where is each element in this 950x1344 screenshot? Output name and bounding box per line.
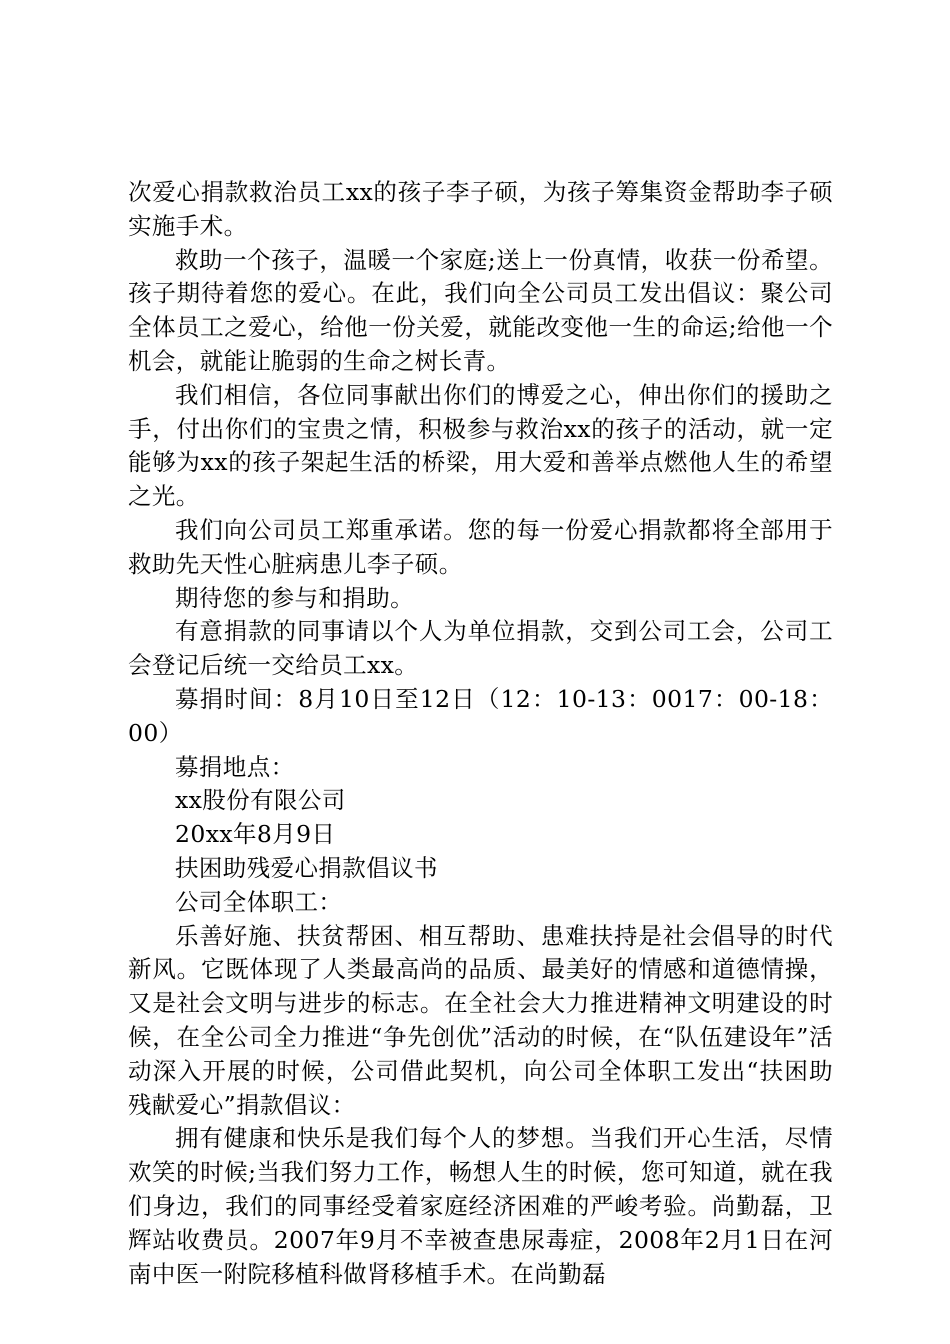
signature-date: 20xx年8月9日 [175,820,336,849]
document-body [128,176,833,1291]
paragraph-appeal: 救助一个孩子，温暖一个家庭;送上一份真情，收获一份希望。孩子期待着您的爱心。在此，我们向全公司员工发出倡议：聚公司全体员工之爱心，给他一份关爱，就能改变他一生的命运;给他一个机会，就能让脆弱的生命之树长青。 [128,245,833,375]
section-title: 扶困助残爱心捐款倡议书 [175,853,438,882]
salutation: 公司全体职工： [175,887,343,916]
paragraph-expectation: 期待您的参与和捐助。 [175,583,414,612]
paragraph-donation-time: 募捐时间：8月10日至12日（12：10-13：0017：00-18：00） [128,684,833,747]
paragraph-introduction: 乐善好施、扶贫帮困、相互帮助、患难扶持是社会倡导的时代新风。它既体现了人类最高尚的品质、最美好的情感和道德情操，又是社会文明与进步的标志。在全社会大力推进精神文明建设的时候，在全公司全力推进“争先创优”活动的时候，在“队伍建设年”活动深入开展的时候，公司借此契机，向公司全体职工发出“扶困助残献爱心”捐款倡议： [128,921,833,1119]
paragraph-belief: 我们相信，各位同事献出你们的博爱之心，伸出你们的援助之手，付出你们的宝贵之情，积极参与救治xx的孩子的活动，就一定能够为xx的孩子架起生活的桥梁，用大爱和善举点燃他人生的希望之光。 [128,380,833,511]
paragraph-promise: 我们向公司员工郑重承诺。您的每一份爱心捐款都将全部用于救助先天性心脏病患儿李子硕。 [128,515,833,578]
signature-company: xx股份有限公司 [175,786,346,815]
paragraph-donation-method: 有意捐款的同事请以个人为单位捐款，交到公司工会，公司工会登记后统一交给员工xx。 [128,617,833,680]
paragraph-story: 拥有健康和快乐是我们每个人的梦想。当我们开心生活，尽情欢笑的时候;当我们努力工作，畅想人生的时候，您可知道，就在我们身边，我们的同事经受着家庭经济困难的严峻考验。尚勤磊，卫辉站收费员。2007年9月不幸被查患尿毒症，2008年2月1日在河南中医一附院移植科做肾移植手术。在尚勤磊 [128,1124,833,1288]
paragraph-continuation: 次爱心捐款救治员工xx的孩子李子硕，为孩子筹集资金帮助李子硕实施手术。 [128,178,833,240]
paragraph-donation-place: 募捐地点： [175,752,295,781]
